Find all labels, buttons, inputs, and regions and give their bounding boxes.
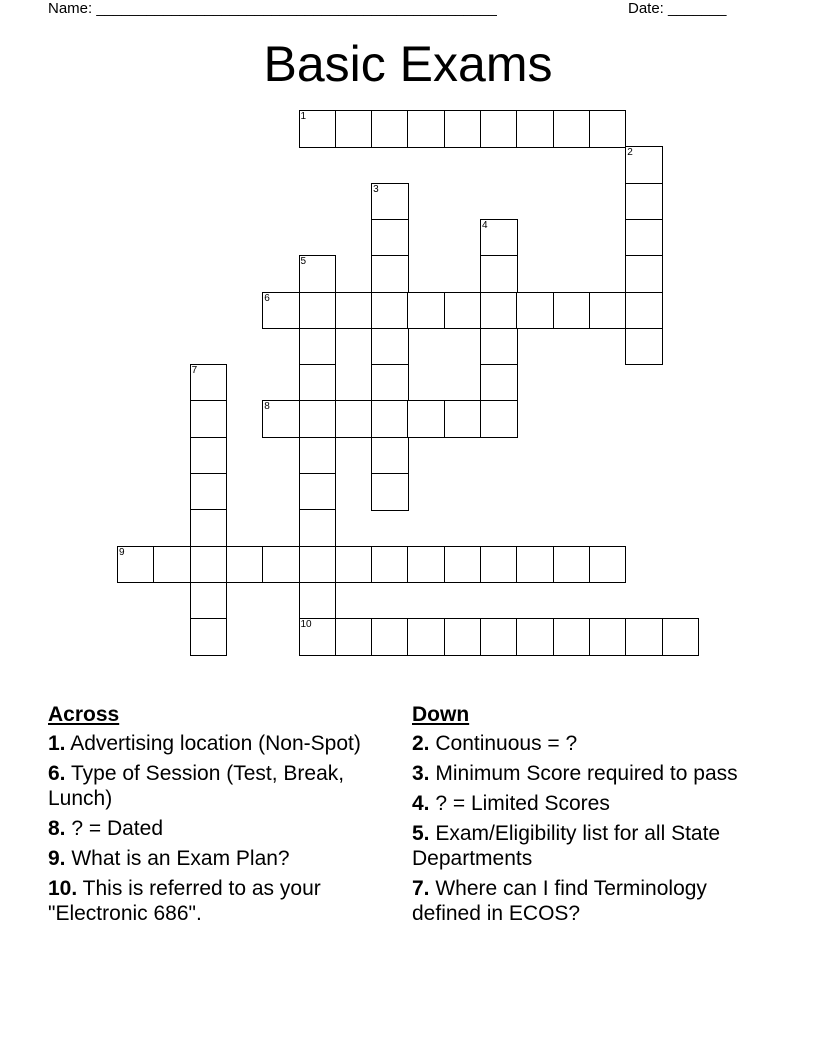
clue-number: 7. [412, 877, 430, 900]
grid-cell[interactable] [371, 255, 409, 293]
grid-cell[interactable] [444, 400, 482, 438]
grid-cell[interactable] [444, 618, 482, 656]
down-clues [412, 702, 772, 931]
name-label: Name: [48, 0, 93, 17]
grid-cell[interactable] [625, 183, 663, 221]
grid-cell[interactable] [371, 400, 409, 438]
clue-text: Minimum Score required to pass [429, 762, 738, 785]
grid-cell[interactable] [371, 183, 409, 221]
grid-cell[interactable] [190, 437, 228, 475]
grid-cell[interactable] [371, 618, 409, 656]
grid-cell[interactable] [299, 473, 337, 511]
grid-cell[interactable] [625, 292, 663, 330]
grid-cell[interactable] [444, 546, 482, 584]
clue-number-label: 2 [627, 147, 633, 159]
grid-cell[interactable] [262, 292, 300, 330]
clue-number-label: 5 [300, 256, 307, 268]
grid-cell[interactable] [444, 292, 482, 330]
clue-item [48, 731, 388, 756]
grid-cell[interactable] [299, 546, 337, 584]
date-line[interactable]: _______ [668, 0, 727, 17]
clue-number: 8. [48, 817, 66, 840]
grid-cell[interactable] [299, 400, 337, 438]
clue-text: Continuous = ? [429, 732, 578, 755]
clue-number: 9. [48, 847, 66, 870]
clue-item [48, 816, 388, 841]
grid-cell[interactable] [480, 364, 518, 402]
grid-cell[interactable] [335, 110, 373, 148]
grid-cell[interactable] [480, 292, 518, 330]
clue-number-label: 6 [264, 292, 270, 304]
grid-cell[interactable] [589, 546, 627, 584]
clue-item [48, 761, 388, 811]
clue-item [412, 761, 772, 786]
clue-number-label: 10 [300, 619, 312, 631]
grid-cell[interactable] [190, 546, 228, 584]
grid-cell[interactable] [553, 110, 591, 148]
grid-cell[interactable] [153, 546, 191, 584]
grid-cell[interactable] [371, 219, 409, 257]
grid-cell[interactable] [516, 618, 554, 656]
grid-cell[interactable] [553, 292, 591, 330]
grid-cell[interactable] [480, 328, 518, 366]
grid-cell[interactable] [117, 546, 155, 584]
grid-cell[interactable] [553, 618, 591, 656]
grid-cell[interactable] [299, 509, 337, 547]
grid-cell[interactable] [190, 473, 228, 511]
clue-item [412, 791, 772, 816]
grid-cell[interactable] [299, 255, 337, 293]
clue-number: 1. [48, 732, 66, 755]
clue-number: 10. [48, 877, 78, 900]
grid-cell[interactable] [190, 400, 228, 438]
grid-cell[interactable] [407, 546, 445, 584]
grid-cell[interactable] [662, 618, 700, 656]
grid-cell[interactable] [190, 509, 228, 547]
grid-cell[interactable] [480, 618, 518, 656]
grid-cell[interactable] [335, 400, 373, 438]
clue-number: 4. [412, 792, 430, 815]
grid-cell[interactable] [625, 219, 663, 257]
clue-item [412, 876, 772, 926]
across-heading: Across [48, 703, 120, 726]
clue-text: ? = Limited Scores [429, 792, 610, 815]
clue-text: Type of Session (Test, Break, Lunch) [48, 762, 345, 810]
clue-item [48, 876, 388, 926]
grid-cell[interactable] [371, 328, 409, 366]
grid-cell[interactable] [299, 328, 337, 366]
grid-cell[interactable] [299, 618, 337, 656]
grid-cell[interactable] [299, 582, 337, 620]
across-clues [48, 702, 388, 931]
grid-cell[interactable] [589, 110, 627, 148]
grid-cell[interactable] [480, 546, 518, 584]
clue-number-label: 9 [119, 546, 125, 558]
clue-text: Advertising location (Non-Spot) [65, 732, 361, 755]
grid-cell[interactable] [480, 219, 518, 257]
name-line[interactable]: ________________________________________________ [96, 0, 497, 17]
grid-cell[interactable] [407, 110, 445, 148]
grid-cell[interactable] [299, 292, 337, 330]
grid-cell[interactable] [371, 292, 409, 330]
down-heading: Down [412, 703, 470, 726]
grid-cell[interactable] [190, 364, 228, 402]
clue-number-label: 8 [264, 401, 270, 413]
puzzle-title: Basic Exams [263, 36, 553, 92]
grid-cell[interactable] [625, 146, 663, 184]
grid-cell[interactable] [262, 546, 300, 584]
grid-cell[interactable] [625, 255, 663, 293]
grid-cell[interactable] [335, 292, 373, 330]
grid-cell[interactable] [480, 255, 518, 293]
clue-text: Exam/Eligibility list for all State Departments [412, 822, 721, 870]
clue-number: 2. [412, 732, 430, 755]
grid-cell[interactable] [335, 618, 373, 656]
grid-cell[interactable] [625, 328, 663, 366]
grid-cell[interactable] [371, 546, 409, 584]
clue-text: What is an Exam Plan? [65, 847, 290, 870]
clue-number-label: 1 [300, 111, 307, 122]
grid-cell[interactable] [299, 110, 337, 148]
grid-cell[interactable] [335, 546, 373, 584]
grid-cell[interactable] [625, 618, 663, 656]
grid-cell[interactable] [371, 437, 409, 475]
grid-cell[interactable] [407, 292, 445, 330]
clue-number: 5. [412, 822, 430, 845]
grid-cell[interactable] [480, 400, 518, 438]
clue-item [412, 821, 772, 871]
grid-cell[interactable] [371, 364, 409, 402]
clue-text: Where can I find Terminology defined in ECOS? [412, 877, 707, 925]
clue-number-label: 7 [191, 365, 198, 377]
grid-cell[interactable] [589, 292, 627, 330]
grid-cell[interactable] [589, 618, 627, 656]
clue-text: ? = Dated [65, 817, 163, 840]
clue-number-label: 4 [482, 219, 488, 231]
grid-cell[interactable] [371, 473, 409, 511]
clue-item [48, 846, 388, 871]
grid-cell[interactable] [190, 582, 228, 620]
date-label: Date: [628, 0, 664, 17]
grid-cell[interactable] [299, 364, 337, 402]
grid-cell[interactable] [407, 400, 445, 438]
clue-text: This is referred to as your "Electronic 686". [48, 877, 321, 925]
grid-cell[interactable] [299, 437, 337, 475]
grid-cell[interactable] [371, 110, 409, 148]
grid-cell[interactable] [444, 110, 482, 148]
grid-cell[interactable] [226, 546, 264, 584]
grid-cell[interactable] [480, 110, 518, 148]
grid-cell[interactable] [516, 292, 554, 330]
clue-number: 6. [48, 762, 66, 785]
clue-number-label: 3 [373, 183, 379, 195]
grid-cell[interactable] [553, 546, 591, 584]
grid-cell[interactable] [190, 618, 228, 656]
clue-item [412, 731, 772, 756]
grid-cell[interactable] [407, 618, 445, 656]
grid-cell[interactable] [516, 546, 554, 584]
grid-cell[interactable] [516, 110, 554, 148]
grid-cell[interactable] [262, 400, 300, 438]
clue-number: 3. [412, 762, 430, 785]
